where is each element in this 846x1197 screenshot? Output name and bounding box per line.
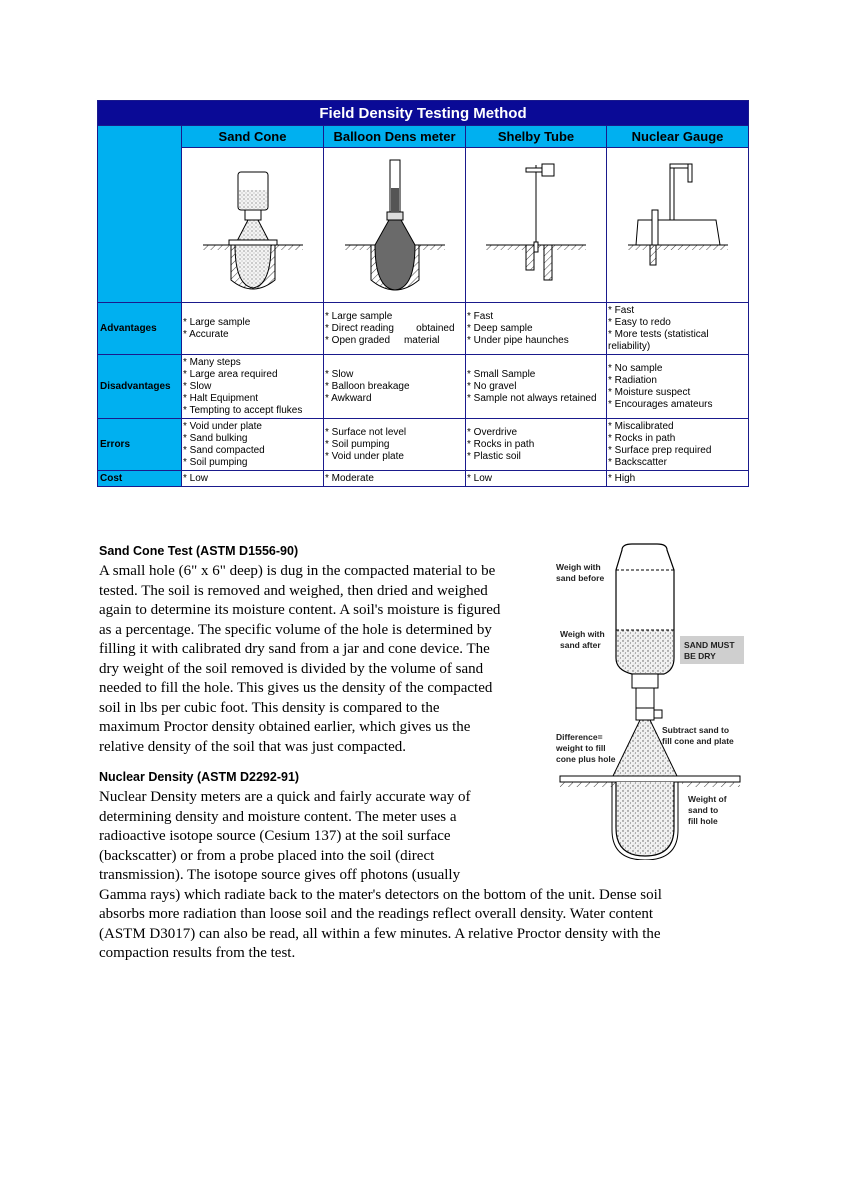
label-subtract-2: fill cone and plate — [662, 736, 734, 746]
table-cell: * High — [607, 471, 749, 487]
table-cell: * Slow * Balloon breakage * Awkward — [324, 355, 466, 419]
row-label-advantages: Advantages — [98, 303, 182, 355]
row-label-cost: Cost — [98, 471, 182, 487]
row-label-disadvantages: Disadvantages — [98, 355, 182, 419]
shelby-tube-illustration — [466, 148, 607, 303]
field-density-table — [97, 100, 749, 487]
label-weigh-before-2: sand before — [556, 573, 605, 583]
table-cell: * Fast * Deep sample * Under pipe haunches — [466, 303, 607, 355]
label-weigh-after-1: Weigh with — [560, 629, 605, 639]
label-weigh-after-2: sand after — [560, 640, 601, 650]
column-header-sand-cone: Sand Cone — [182, 126, 324, 148]
table-cell: * No sample * Radiation * Moisture suspect * Encourages amateurs — [607, 355, 749, 419]
label-be-dry: BE DRY — [684, 651, 716, 661]
table-cell: * Many steps * Large area required * Slow * Halt Equipment * Tempting to accept flukes — [182, 355, 324, 419]
table-title: Field Density Testing Method — [98, 101, 749, 126]
label-weigh-before-1: Weigh with — [556, 562, 601, 572]
column-header-shelby: Shelby Tube — [466, 126, 607, 148]
label-weight-of-2: sand to — [688, 805, 719, 815]
label-difference-3: cone plus hole — [556, 754, 616, 764]
balloon-densometer-illustration — [324, 148, 466, 303]
sand-cone-heading: Sand Cone Test (ASTM D1556-90) — [99, 544, 299, 558]
table-cell: * Fast * Easy to redo * More tests (statistical reliability) — [607, 303, 749, 355]
label-difference-2: weight to fill — [556, 743, 606, 753]
table-cell: * Large sample * Accurate — [182, 303, 324, 355]
label-subtract-1: Subtract sand to — [662, 725, 730, 735]
table-cell: * Small Sample * No gravel * Sample not always retained — [466, 355, 607, 419]
table-cell: * Large sample * Direct reading obtained * Open graded material — [324, 303, 466, 355]
label-weight-of-3: fill hole — [688, 816, 718, 826]
row-label-errors: Errors — [98, 419, 182, 471]
label-difference-1: Difference= — [556, 732, 603, 742]
table-cell: * Moderate — [324, 471, 466, 487]
column-header-balloon: Balloon Dens meter — [324, 126, 466, 148]
table-cell: * Void under plate * Sand bulking * Sand compacted * Soil pumping — [182, 419, 324, 471]
corner-cell — [98, 126, 182, 303]
nuclear-gauge-illustration — [607, 148, 749, 303]
nuclear-paragraph: Nuclear Density meters are a quick and fairly accurate way of determining density and moisture content. The meter uses a radioactive isotope source (Cesium 137) at the soil surface (backscatter) or from a probe placed into the soil (direct transmission). The isotope source gives off photons (usually Gamma rays) which radiate back to the mater's detectors on the bottom of the unit. Dense soil absorbs more radiation than loose soil and the readings reflect overall density. Water content (ASTM D3017) can also be read, all within a few minutes. A relative Proctor density with the compaction results from the test. — [99, 789, 662, 961]
sand-cone-illustration — [182, 148, 324, 303]
column-header-nuclear: Nuclear Gauge — [607, 126, 749, 148]
label-sand-must: SAND MUST — [684, 640, 735, 650]
sand-cone-paragraph: A small hole (6" x 6" deep) is dug in the compacted material to be tested. The soil is removed and weighed, then dried and weighed again to determine its moisture content. A soil's moisture is figured as a percentage. The specific volume of the hole is determined by filling it with calibrated dry sand from a jar and cone device. The dry weight of the soil removed is divided by the volume of sand needed to fill the hole. This gives us the density of the compacted soil in lbs per cubic foot. This density is compared to the maximum Proctor density obtained earlier, which gives us the relative density of the soil that was just compacted. — [99, 563, 501, 755]
sand-cone-diagram — [552, 540, 752, 860]
table-cell: * Low — [182, 471, 324, 487]
label-weight-of-1: Weight of — [688, 794, 727, 804]
table-cell: * Low — [466, 471, 607, 487]
table-cell: * Surface not level * Soil pumping * Void under plate — [324, 419, 466, 471]
nuclear-heading: Nuclear Density (ASTM D2292-91) — [99, 770, 300, 784]
table-cell: * Miscalibrated * Rocks in path * Surface prep required * Backscatter — [607, 419, 749, 471]
table-cell: * Overdrive * Rocks in path * Plastic soil — [466, 419, 607, 471]
